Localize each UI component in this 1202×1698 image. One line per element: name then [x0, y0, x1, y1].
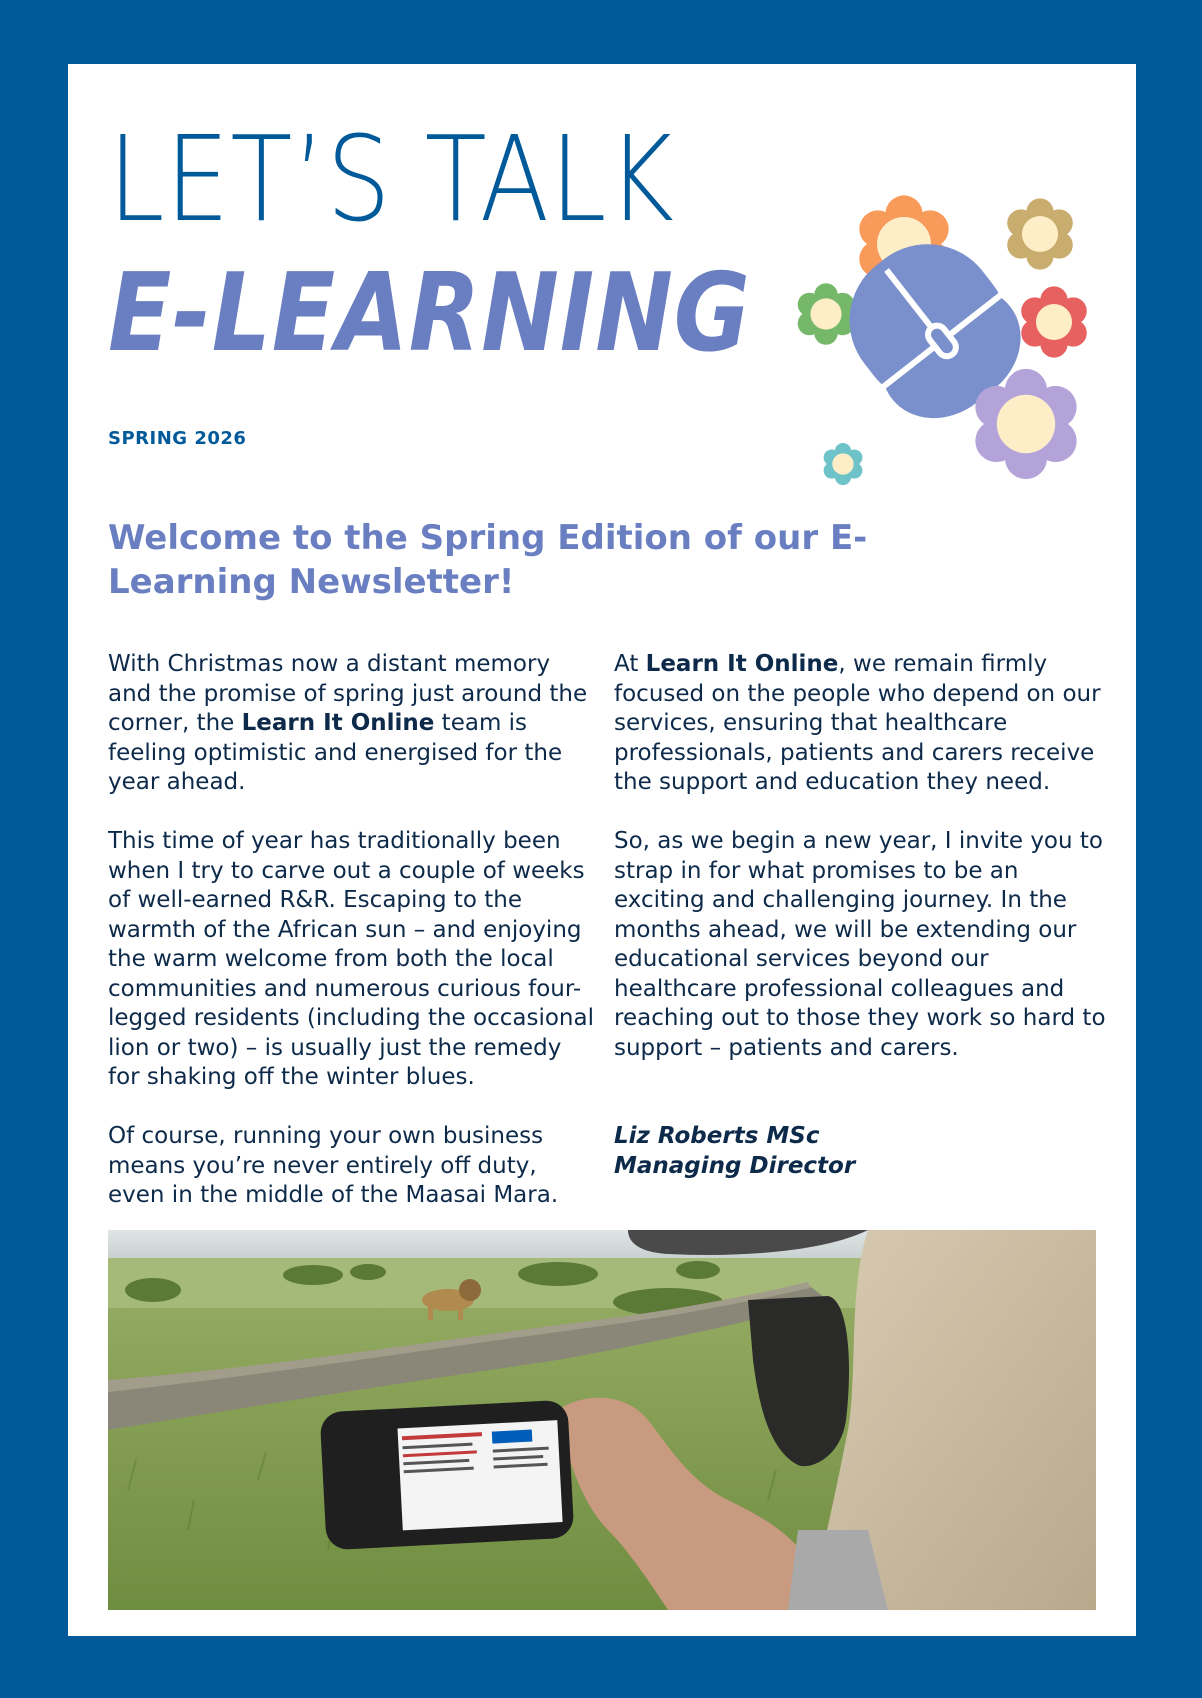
- teal-flower: [824, 443, 863, 485]
- right-paragraph-1: At Learn It Online, we remain firmly focused on the people who depend on our services, ensuring that healthcare professionals, patients and carers receive the support and education they need.: [614, 651, 1101, 795]
- left-column: [108, 650, 598, 1240]
- newsletter-page: [68, 64, 1136, 1636]
- left-paragraph-1: With Christmas now a distant memory and the promise of spring just around the corner, the Learn It Online team is feeling optimistic and energised for the year ahead.: [108, 651, 588, 795]
- right-column: [614, 650, 1114, 1211]
- left-paragraph-2: This time of year has traditionally been when I try to carve out a couple of weeks of well-earned R&R. Escaping to the warmth of the African sun – and enjoying the warm welcome from both the local communities and numerous curious four-legged residents (including the occasional lion or two) – is usually just the remedy for shaking off the winter blues.: [108, 828, 594, 1090]
- right-paragraph-2: So, as we begin a new year, I invite you to strap in for what promises to be an exciting and challenging journey. In the months ahead, we will be extending our educational services beyond our healthcare professional colleagues and reaching out to those they work so hard to support – patients and carers.: [614, 828, 1106, 1061]
- edition-label: SPRING 2026: [108, 428, 247, 449]
- red-flower: [1021, 286, 1087, 357]
- title-line-2: E-LEARNING: [108, 251, 751, 376]
- brand-name: Learn It Online: [645, 651, 839, 677]
- left-paragraph-3: Of course, running your own business means you’re never entirely off duty, even in the middle of the Maasai Mara.: [108, 1123, 559, 1208]
- signature: [614, 1122, 1114, 1181]
- article-headline: Welcome to the Spring Edition of our E-Learning Newsletter!: [108, 518, 868, 602]
- computer-mouse-with-flowers-icon: [788, 134, 1148, 504]
- green-flower: [798, 283, 855, 345]
- tan-flower: [1007, 198, 1073, 269]
- safari-phone-photo-icon: [108, 1230, 1096, 1610]
- signature-name: Liz Roberts MSc: [614, 1123, 820, 1149]
- signature-role: Managing Director: [614, 1152, 856, 1179]
- phone: [320, 1400, 575, 1551]
- title-line-1: LET’S TALK: [108, 110, 675, 248]
- brand-name: Learn It Online: [241, 710, 435, 736]
